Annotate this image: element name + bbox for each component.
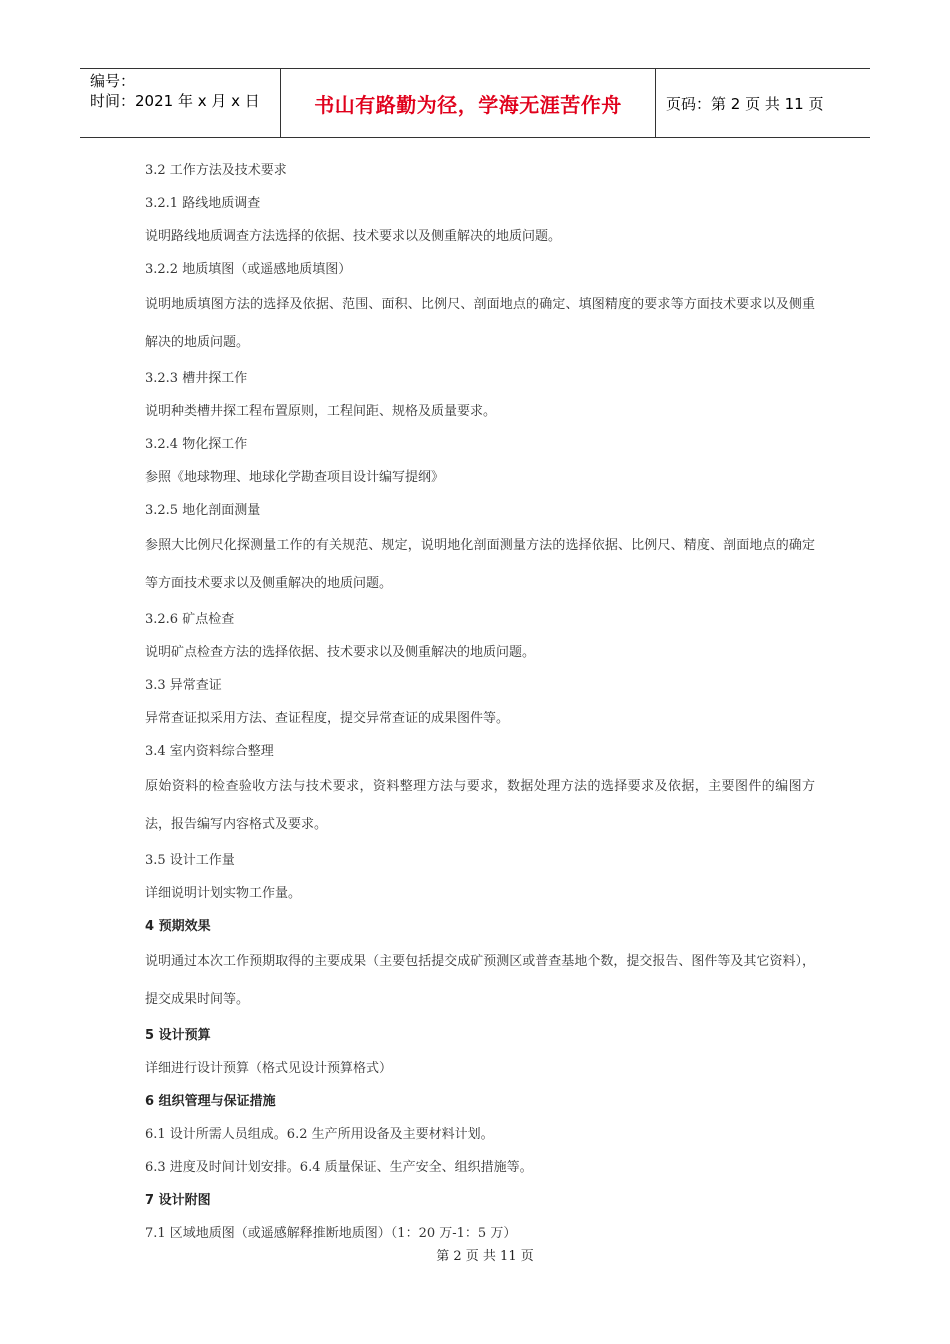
subsection-heading: 3.2.6 矿点检查 — [145, 612, 235, 627]
chapter-heading: 6 组织管理与保证措施 — [145, 1094, 276, 1109]
paragraph: 详细说明计划实物工作量。 — [145, 886, 302, 901]
section-heading: 3.3 异常查证 — [145, 678, 222, 693]
paragraph: 说明矿点检查方法的选择依据、技术要求以及侧重解决的地质问题。 — [145, 645, 536, 660]
paragraph: 参照《地球物理、地球化学勘查项目设计编写提纲》 — [145, 470, 445, 485]
subsection-heading: 3.2.1 路线地质调查 — [145, 196, 261, 211]
paragraph: 7.1 区域地质图（或遥感解释推断地质图）（1：20 万-1：5 万） — [145, 1226, 517, 1241]
chapter-heading: 5 设计预算 — [145, 1028, 211, 1043]
paragraph: 原始资料的检查验收方法与技术要求，资料整理方法与要求，数据处理方法的选择要求及依据，主要图件的编图方法，报告编写内容格式及要求。 — [145, 779, 815, 832]
paragraph: 异常查证拟采用方法、查证程度，提交异常查证的成果图件等。 — [145, 711, 510, 726]
paragraph: 说明通过本次工作预期取得的主要成果（主要包括提交成矿预测区或普查基地个数，提交报告、图件等及其它资料），提交成果时间等。 — [145, 954, 815, 1007]
subsection-heading: 3.2.4 物化探工作 — [145, 437, 248, 452]
paragraph: 详细进行设计预算（格式见设计预算格式） — [145, 1061, 393, 1076]
subsection-heading: 3.2.5 地化剖面测量 — [145, 503, 261, 518]
document-body — [145, 154, 815, 1250]
chapter-heading: 4 预期效果 — [145, 919, 211, 934]
header-table — [80, 68, 870, 138]
section-heading: 3.4 室内资料综合整理 — [145, 744, 274, 759]
time-label: 时间：2021 年 x 月 x 日 — [90, 92, 260, 110]
section-heading: 3.2 工作方法及技术要求 — [145, 163, 287, 178]
paragraph: 6.1 设计所需人员组成。6.2 生产所用设备及主要材料计划。 — [145, 1127, 494, 1142]
paragraph: 说明种类槽井探工程布置原则，工程间距、规格及质量要求。 — [145, 404, 497, 419]
paragraph: 说明地质填图方法的选择及依据、范围、面积、比例尺、剖面地点的确定、填图精度的要求等方面技术要求以及侧重解决的地质问题。 — [145, 297, 815, 350]
number-label: 编号： — [90, 72, 136, 90]
paragraph: 参照大比例尺化探测量工作的有关规范、规定，说明地化剖面测量方法的选择依据、比例尺、精度、剖面地点的确定等方面技术要求以及侧重解决的地质问题。 — [145, 538, 815, 591]
page-info: 页码：第 2 页 共 11 页 — [666, 94, 824, 113]
subsection-heading: 3.2.3 槽井探工作 — [145, 371, 248, 386]
motto: 书山有路勤为径，学海无涯苦作舟 — [280, 69, 656, 137]
page-footer: 第 2 页 共 11 页 — [436, 1249, 534, 1264]
chapter-heading: 7 设计附图 — [145, 1193, 211, 1208]
subsection-heading: 3.2.2 地质填图（或遥感地质填图） — [145, 262, 352, 277]
paragraph: 6.3 进度及时间计划安排。6.4 质量保证、生产安全、组织措施等。 — [145, 1160, 533, 1175]
paragraph: 说明路线地质调查方法选择的依据、技术要求以及侧重解决的地质问题。 — [145, 229, 562, 244]
section-heading: 3.5 设计工作量 — [145, 853, 235, 868]
header-left-cell — [80, 69, 280, 137]
